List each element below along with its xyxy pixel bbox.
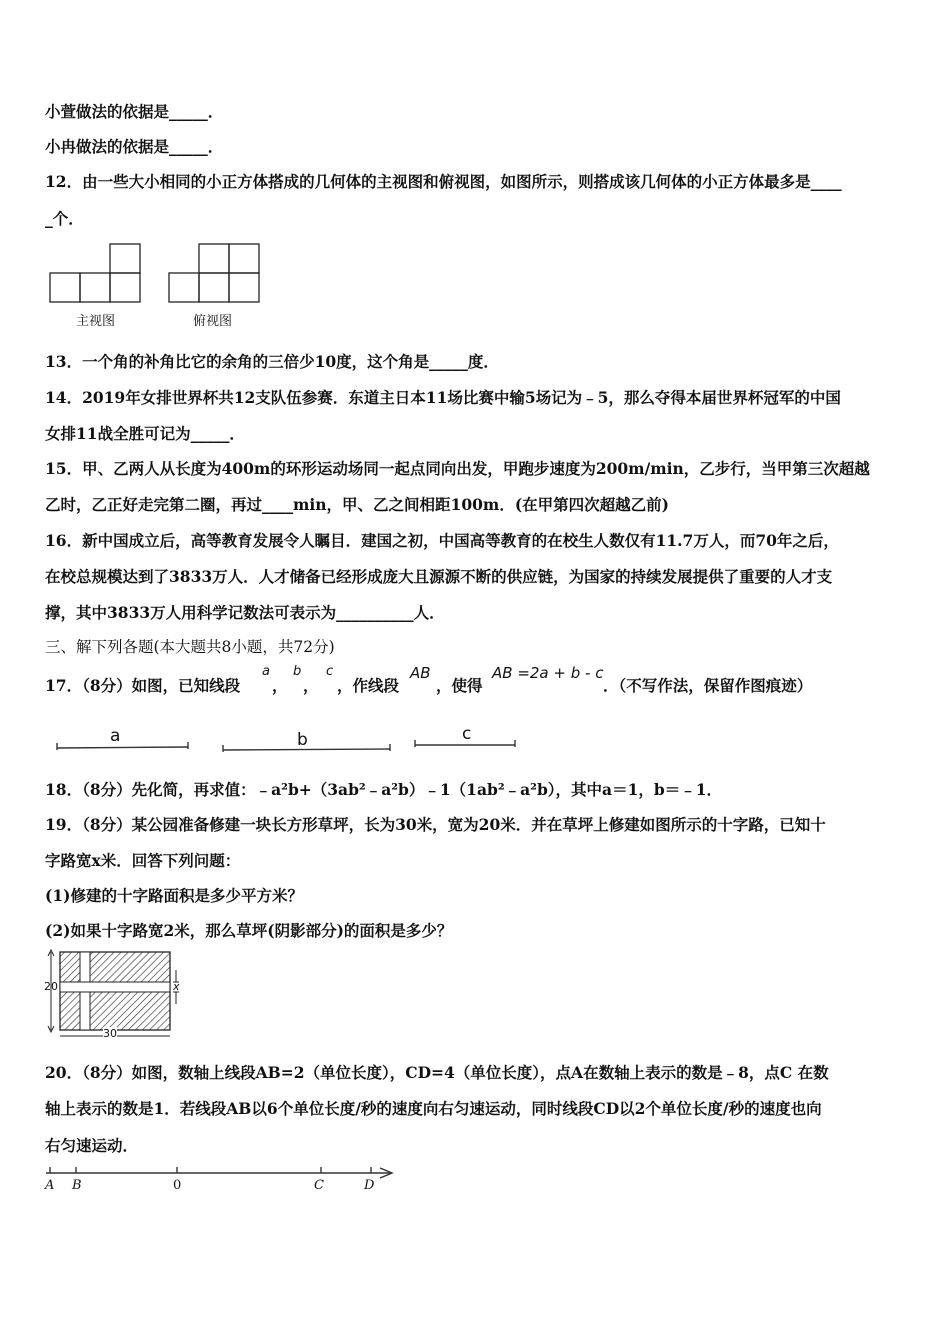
section-3-heading: 三、解下列各题(本大题共8小题，共72分) bbox=[45, 638, 335, 656]
question-20-line3: 右匀速运动． bbox=[45, 1136, 139, 1155]
line-xiaoxuan-basis: 小萱做法的依据是_____． bbox=[45, 102, 224, 121]
question-17-end: ．（不写作法，保留作图痕迹） bbox=[603, 676, 813, 695]
top-view-cell bbox=[229, 244, 259, 273]
point-A-label: A bbox=[45, 1178, 55, 1193]
question-19-line1: 19．（8分）某公园准备修建一块长方形草坪，长为30米，宽为20米．并在草坪上修建如图所示的十字路，已知十 bbox=[45, 815, 826, 834]
question-20-line1: 20．（8分）如图，数轴上线段AB=2（单位长度），CD=4（单位长度），点A在数轴上表示的数是﹣8，点C 在数 bbox=[45, 1063, 829, 1082]
top-view-cell bbox=[169, 273, 199, 302]
line-xiaoran-basis: 小冉做法的依据是_____． bbox=[45, 137, 224, 156]
q17-symbol-AB: AB bbox=[410, 664, 431, 682]
top-view-cell bbox=[199, 244, 229, 273]
point-C-label: C bbox=[314, 1178, 324, 1193]
question-20-line2: 轴上表示的数是1．若线段AB以6个单位长度/秒的速度向右匀速运动，同时线段CD以2个单位长度/秒的速度也向 bbox=[45, 1099, 822, 1118]
question-17-middle: ，作线段 bbox=[337, 676, 400, 695]
question-19-part2: (2)如果十字路宽2米，那么草坪(阴影部分)的面积是多少？ bbox=[45, 921, 453, 940]
zero-label: 0 bbox=[173, 1178, 182, 1193]
question-14-line2: 女排11战全胜可记为_____． bbox=[45, 424, 245, 443]
segment-c-label: c bbox=[462, 724, 472, 744]
number-line bbox=[42, 1160, 402, 1184]
horizontal-road bbox=[60, 982, 170, 992]
question-17-post: ，使得 bbox=[436, 676, 483, 695]
q17-symbol-b: b bbox=[293, 664, 302, 679]
question-19-part1: (1)修建的十字路面积是多少平方米？ bbox=[45, 886, 303, 905]
front-view-cell bbox=[110, 244, 140, 273]
segment-a bbox=[57, 747, 188, 748]
question-18: 18．（8分）先化简，再求值：﹣a²b+（3ab²﹣a²b）﹣1（1ab²﹣a²b），其中a＝1，b＝﹣1． bbox=[45, 780, 722, 799]
question-13: 13．一个角的补角比它的余角的三倍少10度，这个角是_____度． bbox=[45, 352, 499, 371]
question-15-line2: 乙时，乙正好走完第二圈，再过____min，甲、乙之间相距100m．(在甲第四次超越乙前) bbox=[45, 495, 669, 514]
question-15-line1: 15．甲、乙两人从长度为400m的环形运动场同一起点同向出发，甲跑步速度为200m/min，乙步行，当甲第三次超越 bbox=[45, 459, 870, 478]
front-view-cell bbox=[110, 273, 140, 302]
question-16-line1: 16．新中国成立后，高等教育发展令人瞩目．建国之初，中国高等教育的在校生人数仅有11.7万人，而70年之后， bbox=[45, 531, 839, 550]
front-view-cell bbox=[50, 273, 80, 302]
question-14-line1: 14．2019年女排世界杯共12支队伍参赛．东道主日本11场比赛中输5场记为﹣5，那么夺得本届世界杯冠军的中国 bbox=[45, 388, 841, 407]
top-view-cell bbox=[229, 273, 259, 302]
point-D-label: D bbox=[364, 1178, 375, 1193]
segment-b-label: b bbox=[297, 730, 308, 750]
road-width-label: x bbox=[173, 980, 180, 993]
front-view-caption: 主视图 bbox=[76, 314, 116, 329]
point-B-label: B bbox=[72, 1178, 82, 1193]
q17-formula: AB =2a + b - c bbox=[492, 664, 604, 682]
front-view-cell bbox=[80, 273, 110, 302]
top-view-caption: 俯视图 bbox=[193, 314, 233, 329]
segment-a-label: a bbox=[110, 726, 121, 746]
q17-symbol-c: c bbox=[326, 664, 334, 679]
q17-symbol-a: a bbox=[262, 664, 270, 679]
question-19-line2: 字路宽x米．回答下列问题： bbox=[45, 851, 241, 870]
lawn-width-label: 20 bbox=[44, 980, 58, 993]
lawn-length-label: 30 bbox=[103, 1027, 117, 1040]
question-16-line3: 撑，其中3833万人用科学记数法可表示为__________人． bbox=[45, 603, 445, 622]
q17-separator-1: ， bbox=[272, 676, 288, 695]
question-17-prefix: 17．（8分）如图，已知线段 bbox=[45, 676, 241, 695]
question-16-line2: 在校总规模达到了3833万人．人才储备已经形成庞大且源源不断的供应链，为国家的持续发展提供了重要的人才支 bbox=[45, 567, 833, 586]
lawn-figure bbox=[42, 946, 192, 1046]
q17-separator-2: ， bbox=[303, 676, 319, 695]
question-12-line2: _个． bbox=[45, 209, 84, 228]
question-12-line1: 12．由一些大小相同的小正方体搭成的几何体的主视图和俯视图，如图所示，则搭成该几何体的小正方体最多是____ bbox=[45, 172, 842, 191]
top-view-cell bbox=[199, 273, 229, 302]
